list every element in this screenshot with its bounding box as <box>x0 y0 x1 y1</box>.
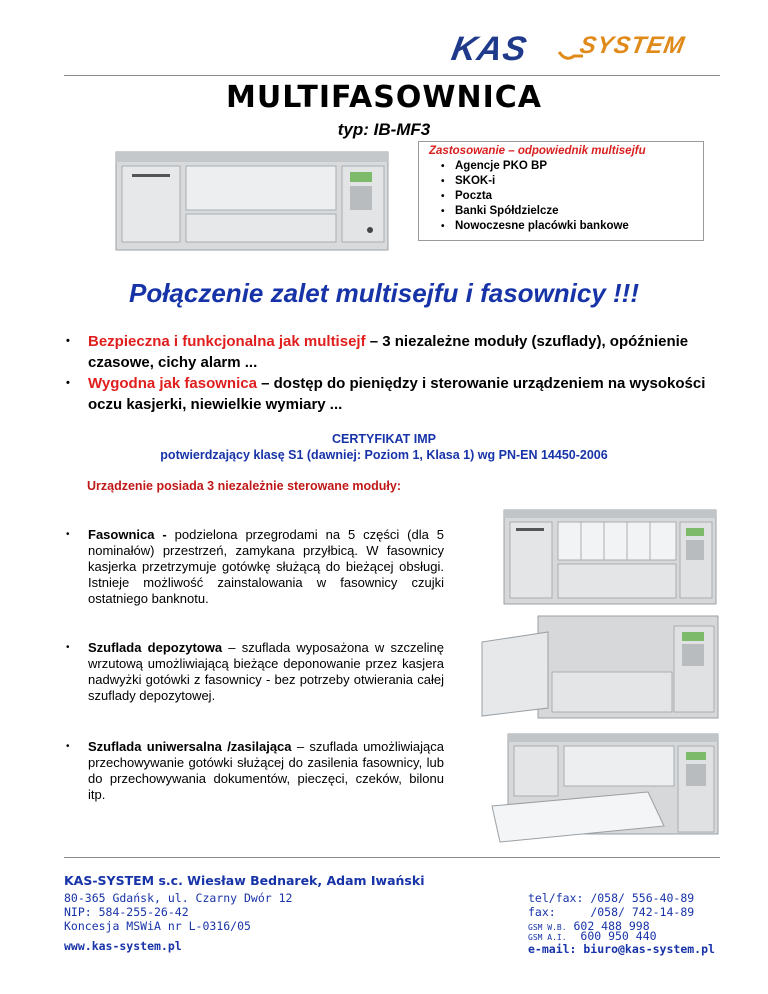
footer-gsm-wb: GSM W.B. 602 488 998 <box>528 919 650 933</box>
page-subtitle: typ: IB-MF3 <box>337 120 431 139</box>
certificate-text: potwierdzający klasę S1 (dawniej: Poziom 1, Klasa 1) wg PN-EN 14450-2006 <box>160 448 608 462</box>
list-item: • Banki Spółdzielcze <box>441 205 559 217</box>
feature-highlight: Wygodna jak fasownica <box>88 375 257 392</box>
page-title: MULTIFASOWNICA <box>226 80 542 115</box>
footer-address: 80-365 Gdańsk, ul. Czarny Dwór 12 <box>64 891 293 905</box>
module-description: podzielona przegrodami na 5 części (dla 5 nominałów) przestrzeń, zamykana przyłbicą. W fasownicy kasjerka przetrzymuje gotówkę służącą do bieżącej obsługi. Istnieje możliwość zainstalowania w fasownicy czujki ostatniego banknotu. <box>88 527 444 606</box>
module-name: Szuflada depozytowa <box>88 640 223 655</box>
module-item: • Szuflada uniwersalna /zasilająca – szuflada umożliwiająca przechowywanie gotówki służącej do zasilenia fasownicy, lub do przechowywania dokumentów, pieczęci, czeków, bilonu itp. <box>66 739 444 802</box>
footer-nip: NIP: 584-255-26-42 <box>64 905 189 919</box>
feature-text: – dostęp do pieniędzy i sterowanie urządzeniem na wysokości oczu kasjerki, niewielkie wymiary ... <box>88 375 706 413</box>
logo-part-kas: KAS <box>448 30 531 68</box>
features-list <box>64 331 724 415</box>
footer-company: KAS-SYSTEM s.c. Wiesław Bednarek, Adam Iwański <box>64 873 425 888</box>
applications-list <box>429 159 693 234</box>
company-logo <box>448 30 720 72</box>
module-name: Szuflada uniwersalna /zasilająca <box>88 739 292 754</box>
feature-text: – 3 niezależne moduły (szuflady), opóźnienie czasowe, cichy alarm ... <box>88 333 689 371</box>
certificate-title: CERTYFIKAT IMP <box>332 432 436 446</box>
module-description: – szuflada wyposażona w szczelinę wrzutową umożliwiającą bieżące deponowanie przez kasjera nadwyżki gotówki z fasownicy - bez potrzeby otwierania całej szuflady depozytowej. <box>88 640 444 703</box>
list-item: • Agencje PKO BP <box>441 160 548 172</box>
logo-part-system: SYSTEM <box>577 32 688 59</box>
module-item: • Fasownica - podzielona przegrodami na 5 części (dla 5 nominałów) przestrzeń, zamykana przyłbicą. W fasownicy kasjerka przetrzymuje gotówkę służącą do bieżącej obsługi. Istnieje możliwość zainstalowania w fasownicy czujki ostatniego banknotu. <box>66 527 444 606</box>
list-item: • Poczta <box>441 190 493 202</box>
footer-fax: fax: /058/ 742-14-89 <box>528 905 695 919</box>
list-item: • SKOK-i <box>441 175 496 187</box>
feature-item: • Wygodna jak fasownica – dostęp do pieniędzy i sterowanie urządzeniem na wysokości oczu kasjerki, niewielkie wymiary ... <box>66 375 706 413</box>
multisafe-product-image <box>114 150 390 252</box>
applications-heading: Zastosowanie – odpowiednik multisejfu <box>429 145 646 157</box>
slogan: Połączenie zalet multisejfu i fasownicy !!! <box>128 278 639 308</box>
deposit-drawer-photo <box>478 612 722 722</box>
universal-drawer-photo <box>488 730 722 848</box>
list-item: • Nowoczesne placówki bankowe <box>441 220 629 232</box>
feature-highlight: Bezpieczna i funkcjonalna jak multisejf <box>88 333 366 350</box>
footer-license: Koncesja MSWiA nr L-0316/05 <box>64 919 251 933</box>
header-divider <box>64 75 720 76</box>
footer-gsm-ai: GSM A.I. 600 950 440 <box>528 929 657 943</box>
fasownica-photo <box>500 506 720 608</box>
module-name: Fasownica - <box>88 527 167 542</box>
website-link[interactable]: www.kas-system.pl <box>64 939 182 953</box>
footer-divider <box>64 857 720 858</box>
applications-box <box>418 141 704 241</box>
email-link[interactable]: e-mail: biuro@kas-system.pl <box>528 942 715 956</box>
feature-item: • Bezpieczna i funkcjonalna jak multisejf – 3 niezależne moduły (szuflady), opóźnienie czasowe, cichy alarm ... <box>66 333 689 371</box>
module-description: – szuflada umożliwiająca przechowywanie gotówki służącej do zasilenia fasownicy, lub do przechowywania dokumentów, pieczęci, czeków, bilonu itp. <box>88 739 444 802</box>
module-item: • Szuflada depozytowa – szuflada wyposażona w szczelinę wrzutową umożliwiającą bieżące deponowanie przez kasjera nadwyżki gotówki z fasownicy - bez potrzeby otwierania całej szuflady depozytowej. <box>66 640 444 703</box>
footer-telfax: tel/fax: /058/ 556-40-89 <box>528 891 695 905</box>
modules-title: Urządzenie posiada 3 niezależnie sterowane moduły: <box>87 479 401 493</box>
